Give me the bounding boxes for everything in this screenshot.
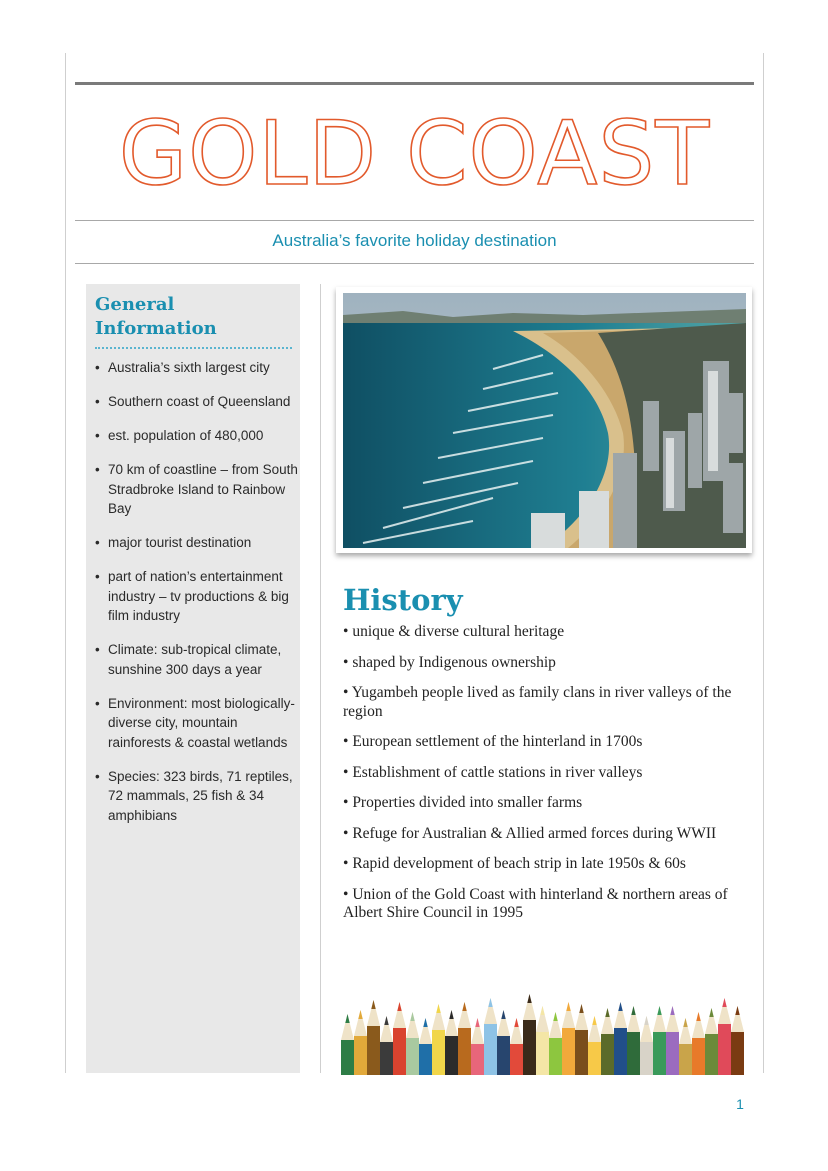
general-information-sidebar [86, 284, 300, 1073]
pencil [692, 1012, 705, 1075]
list-item: • Australia’s sixth largest city [95, 358, 299, 378]
pencil [341, 1014, 354, 1075]
list-item: • Southern coast of Queensland [95, 392, 299, 412]
colored-pencils-illustration [341, 972, 745, 1075]
pencil [380, 1016, 393, 1075]
pencil [510, 1018, 523, 1075]
list-item: • Environment: most biologically-diverse city, mountain rainforests & coastal wetlands [95, 694, 299, 753]
page-number: 1 [736, 1096, 744, 1112]
pencil [731, 1006, 744, 1075]
list-item: • European settlement of the hinterland in 1700s [343, 733, 743, 752]
list-item: • Species: 323 birds, 71 reptiles, 72 mammals, 25 fish & 34 amphibians [95, 767, 299, 826]
pencil [432, 1004, 445, 1075]
pencil [458, 1002, 471, 1075]
pencil [536, 1006, 549, 1075]
aerial-beach-photo [336, 287, 752, 553]
pencil [562, 1002, 575, 1075]
sidebar-heading [95, 293, 295, 341]
pencil [393, 1002, 406, 1075]
list-item: • Establishment of cattle stations in river valleys [343, 764, 743, 783]
pencil [653, 1006, 666, 1075]
sidebar-heading-line1: General [95, 294, 175, 315]
history-list [343, 623, 743, 935]
pencil [367, 1000, 380, 1075]
sidebar-heading-line2: Information [95, 318, 217, 339]
page-title-text: GOLD COAST [118, 102, 711, 205]
list-item: • part of nation’s entertainment industry – tv productions & big film industry [95, 567, 299, 626]
list-item: • est. population of 480,000 [95, 426, 299, 446]
page-frame-right [763, 53, 764, 1073]
pencil [549, 1012, 562, 1075]
pencil [627, 1006, 640, 1075]
pencil [497, 1010, 510, 1075]
pencil [614, 1002, 627, 1075]
pencil [575, 1004, 588, 1075]
pencil [640, 1016, 653, 1075]
pencil [445, 1010, 458, 1075]
pencil [718, 998, 731, 1075]
history-heading: History [343, 583, 463, 617]
header-rule [75, 220, 754, 221]
list-item: • Climate: sub-tropical climate, sunshine 300 days a year [95, 640, 299, 679]
list-item: • major tourist destination [95, 533, 299, 553]
page-frame-left [65, 53, 66, 1073]
general-information-list [95, 358, 299, 840]
pencil [406, 1012, 419, 1075]
column-divider [320, 284, 321, 1073]
dotted-divider [95, 347, 292, 349]
list-item: • Refuge for Australian & Allied armed forces during WWII [343, 825, 743, 844]
header-bottom-rule [75, 263, 754, 264]
list-item: • shaped by Indigenous ownership [343, 654, 743, 673]
pencil [666, 1006, 679, 1075]
list-item: • unique & diverse cultural heritage [343, 623, 743, 642]
pencil [354, 1010, 367, 1075]
list-item: • 70 km of coastline – from South Stradbroke Island to Rainbow Bay [95, 460, 299, 519]
pencil [484, 998, 497, 1075]
pencil [679, 1018, 692, 1075]
pencil [601, 1008, 614, 1075]
list-item: • Union of the Gold Coast with hinterland & northern areas of Albert Shire Council in 1995 [343, 886, 743, 923]
pencil [588, 1016, 601, 1075]
pencil [523, 994, 536, 1075]
pencil [705, 1008, 718, 1075]
beach-photo-image [343, 293, 746, 548]
pencil [471, 1018, 484, 1075]
list-item: • Rapid development of beach strip in late 1950s & 60s [343, 855, 743, 874]
list-item: • Properties divided into smaller farms [343, 794, 743, 813]
page-subtitle: Australia’s favorite holiday destination [272, 231, 557, 250]
page-title [75, 104, 754, 204]
pencil [419, 1018, 432, 1075]
header-top-rule [75, 82, 754, 85]
list-item: • Yugambeh people lived as family clans in river valleys of the region [343, 684, 743, 721]
